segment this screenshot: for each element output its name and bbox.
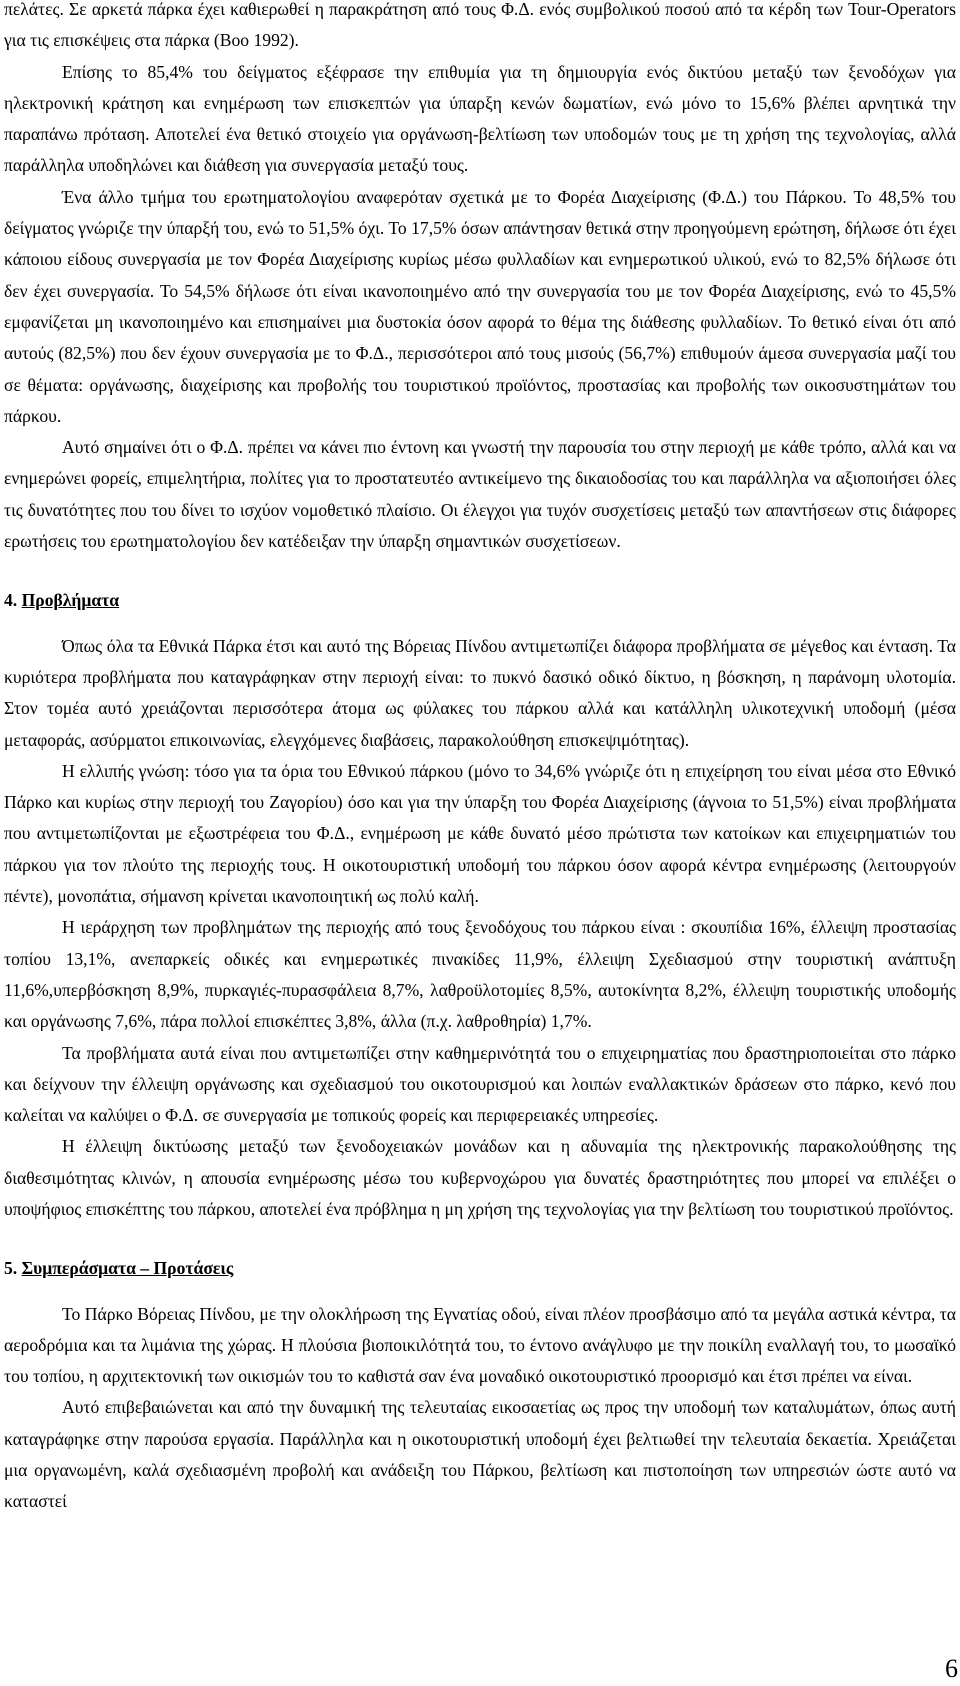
paragraph: Τα προβλήματα αυτά είναι που αντιμετωπίζει στην καθημερινότητά του ο επιχειρηματίας που δραστηριοποιείται στο πάρκο και δείχνουν την έλλειψη οργάνωσης και σχεδιασμού του οικοτουρισμού και λοιπών εναλλακτικών δράσεων στο πάρκο, κενό που καλείται να καλύψει ο Φ.Δ. σε συνεργασία με τοπικούς φορείς και περιφερειακές υπηρεσίες. [4,1042,956,1126]
section-4-heading [4,585,956,616]
page-number: 6 [945,1654,958,1683]
paragraph: Ένα άλλο τμήμα του ερωτηματολογίου αναφερόταν σχετικά με το Φορέα Διαχείρισης (Φ.Δ.) του Πάρκου. Το 48,5% του δείγματος γνώριζε την ύπαρξή του, ενώ το 51,5% όχι. Το 17,5% όσων απάντησαν θετικά στην προηγούμενη ερώτηση, δήλωσε ότι έχει κάποιου είδους συνεργασία με τον Φορέα Διαχείρισης κυρίως μέσω φυλλαδίων και ενημερωτικού υλικού, ενώ το 82,5% δήλωσε ότι δεν έχει συνεργασία. Το 54,5% δήλωσε ότι είναι ικανοποιημένο από την συνεργασία του με τον Φορέα Διαχείρισης, ενώ το 45,5% εμφανίζεται μη ικανοποιημένο και επισημαίνει μια δυστοκία όσον αφορά το θέμα της διάθεσης φυλλαδίων. Το θετικό είναι ότι από αυτούς (82,5%) που δεν έχουν συνεργασία με το Φ.Δ., περισσότεροι από τους μισούς (56,7%) επιθυμούν άμεσα συνεργασία μαζί του σε θέματα: οργάνωσης, διαχείρισης και προβολής του τουριστικού προϊόντος, προστασίας και προβολής των οικοσυστημάτων του πάρκου. [4,186,956,426]
section-number: 5. [4,1258,18,1279]
paragraph: Αυτό επιβεβαιώνεται και από την δυναμική της τελευταίας εικοσαετίας ως προς την υποδομή των καταλυμάτων, όπως αυτή καταγράφηκε στην παρούσα εργασία. Παράλληλα και η οικοτουριστική υποδομή έχει βελτιωθεί την τελευταία δεκαετία. Χρειάζεται μια οργανωμένη, καλά σχεδιασμένη προβολή και ανάδειξη του Πάρκου, βελτίωση και πιστοποίηση των υπηρεσιών ώστε αυτό να καταστεί [4,1397,956,1512]
paragraph: Η ελλιπής γνώση: τόσο για τα όρια του Εθνικού πάρκου (μόνο το 34,6% γνώριζε ότι η επιχείρηση του είναι μέσα στο Εθνικό Πάρκο και κυρίως στην περιοχή του Ζαγορίου) όσο και για την ύπαρξη του Φορέα Διαχείρισης (άγνοια το 51,5%) είναι προβλήματα που αντιμετωπίζονται με εξωστρέφεια του Φ.Δ., ενημέρωση με κάθε δυνατό μέσο πρώτιστα των κατοίκων και επιχειρηματιών του πάρκου για τον πλούτο της περιοχής τους. Η οικοτουριστική υποδομή του πάρκου όσον αφορά κέντρα ενημέρωσης (λειτουργούν πέντε), μονοπάτια, σήμανση κρίνεται ικανοποιητική ως πολύ καλή. [4,760,956,907]
section-title: Συμπεράσματα – Προτάσεις [21,1258,234,1279]
paragraph: Το Πάρκο Βόρειας Πίνδου, με την ολοκλήρωση της Εγνατίας οδού, είναι πλέον προσβάσιμο από τα μεγάλα αστικά κέντρα, τα αεροδρόμια και τα λιμάνια της χώρας. Η πλούσια βιοποικιλότητά του, το έντονο ανάγλυφο με την ποικίλη εναλλαγή του, το μωσαϊκό του τοπίου, η αρχιτεκτονική των οικισμών του το καθιστά σαν ένα μοναδικό οικοτουριστικό προορισμό και έτσι πρέπει να είναι. [4,1303,956,1387]
document-page [4,0,956,1518]
paragraph: Η έλλειψη δικτύωσης μεταξύ των ξενοδοχειακών μονάδων και η αδυναμία της ηλεκτρονικής παρακολούθησης της διαθεσιμότητας κλινών, η απουσία ενημέρωσης μέσω του κυβερνοχώρου για δυνατές δραστηριότητες που μπορεί να επιλέξει ο υποψήφιος επισκέπτης του πάρκου, αποτελεί ένα πρόβλημα η μη χρήση της τεχνολογίας για την βελτίωση του τουριστικού προϊόντος. [4,1136,956,1219]
paragraph: πελάτες. Σε αρκετά πάρκα έχει καθιερωθεί η παρακράτηση από τους Φ.Δ. ενός συμβολικού ποσού από τα κέρδη των Tour-Operators για τις επισκέψεις στα πάρκα (Boo 1992). [4,0,956,51]
paragraph: Η ιεράρχηση των προβλημάτων της περιοχής από τους ξενοδόχους του πάρκου είναι : σκουπίδια 16%, έλλειψη προστασίας τοπίου 13,1%, ανεπαρκείς οδικές και ενημερωτικές πινακίδες 11,9%, έλλειψη Σχεδιασμού στην τουριστική ανάπτυξη 11,6%,υπερβόσκηση 8,9%, πυρκαγιές-πυρασφάλεια 8,7%, λαθροϋλοτομίες 8,5%, αυτοκίνητα 8,2%, έλλειψη τουριστικής υποδομής και οργάνωσης 7,6%, πάρα πολλοί επισκέπτες 3,8%, άλλα (π.χ. λαθροθηρία) 1,7%. [4,917,956,1032]
section-title: Προβλήματα [21,590,120,611]
paragraph: Επίσης το 85,4% του δείγματος εξέφρασε την επιθυμία για τη δημιουργία ενός δικτύου μεταξύ των ξενοδόχων για ηλεκτρονική κράτηση και ενημέρωση των επισκεπτών για ύπαρξη κενών δωματίων, ενώ μόνο το 15,6% βλέπει αρνητικά την παραπάνω πρόταση. Αποτελεί ένα θετικό στοιχείο για οργάνωση-βελτίωση των υποδομών τους με τη χρήση της τεχνολογίας, αλλά παράλληλα υποδηλώνει και διάθεση για συνεργασία μεταξύ τους. [4,61,956,176]
section-4-body [4,631,956,1226]
section-number: 4. [4,590,18,611]
paragraph: Αυτό σημαίνει ότι ο Φ.Δ. πρέπει να κάνει πιο έντονη και γνωστή την παρουσία του στην περιοχή με κάθε τρόπο, αλλά και να ενημερώνει φορείς, επιμελητήρια, πολίτες για το προστατευτέο αντικείμενο της δικαιοδοσίας του και παράλληλα να αξιοποιήσει όλες τις δυνατότητες που του δίνει το ισχύον νομοθετικό πλαίσιο. Οι έλεγχοι για τυχόν συσχετίσεις μεταξύ των απαντήσεων στις διάφορες ερωτήσεις του ερωτηματολογίου δεν κατέδειξαν την ύπαρξη σημαντικών συσχετίσεων. [4,437,956,552]
paragraph: Όπως όλα τα Εθνικά Πάρκα έτσι και αυτό της Βόρειας Πίνδου αντιμετωπίζει διάφορα προβλήματα σε μέγεθος και ένταση. Τα κυριότερα προβλήματα που καταγράφηκαν στην περιοχή είναι: το πυκνό δασικό οδικό δίκτυο, η βόσκηση, η παράνομη υλοτομία. Στον τομέα αυτό χρειάζονται περισσότερα άτομα ως φύλακες του πάρκου αλλά και κατάλληλη υλικοτεχνική υποδομή (μέσα μεταφοράς, ασύρματοι επικοινωνίας, ελεγχόμενες διαβάσεις, παρακολούθηση επισκεψιμότητας). [4,635,956,750]
section-5-body [4,1299,956,1518]
intro-text [4,0,956,557]
section-5-heading [4,1253,956,1284]
